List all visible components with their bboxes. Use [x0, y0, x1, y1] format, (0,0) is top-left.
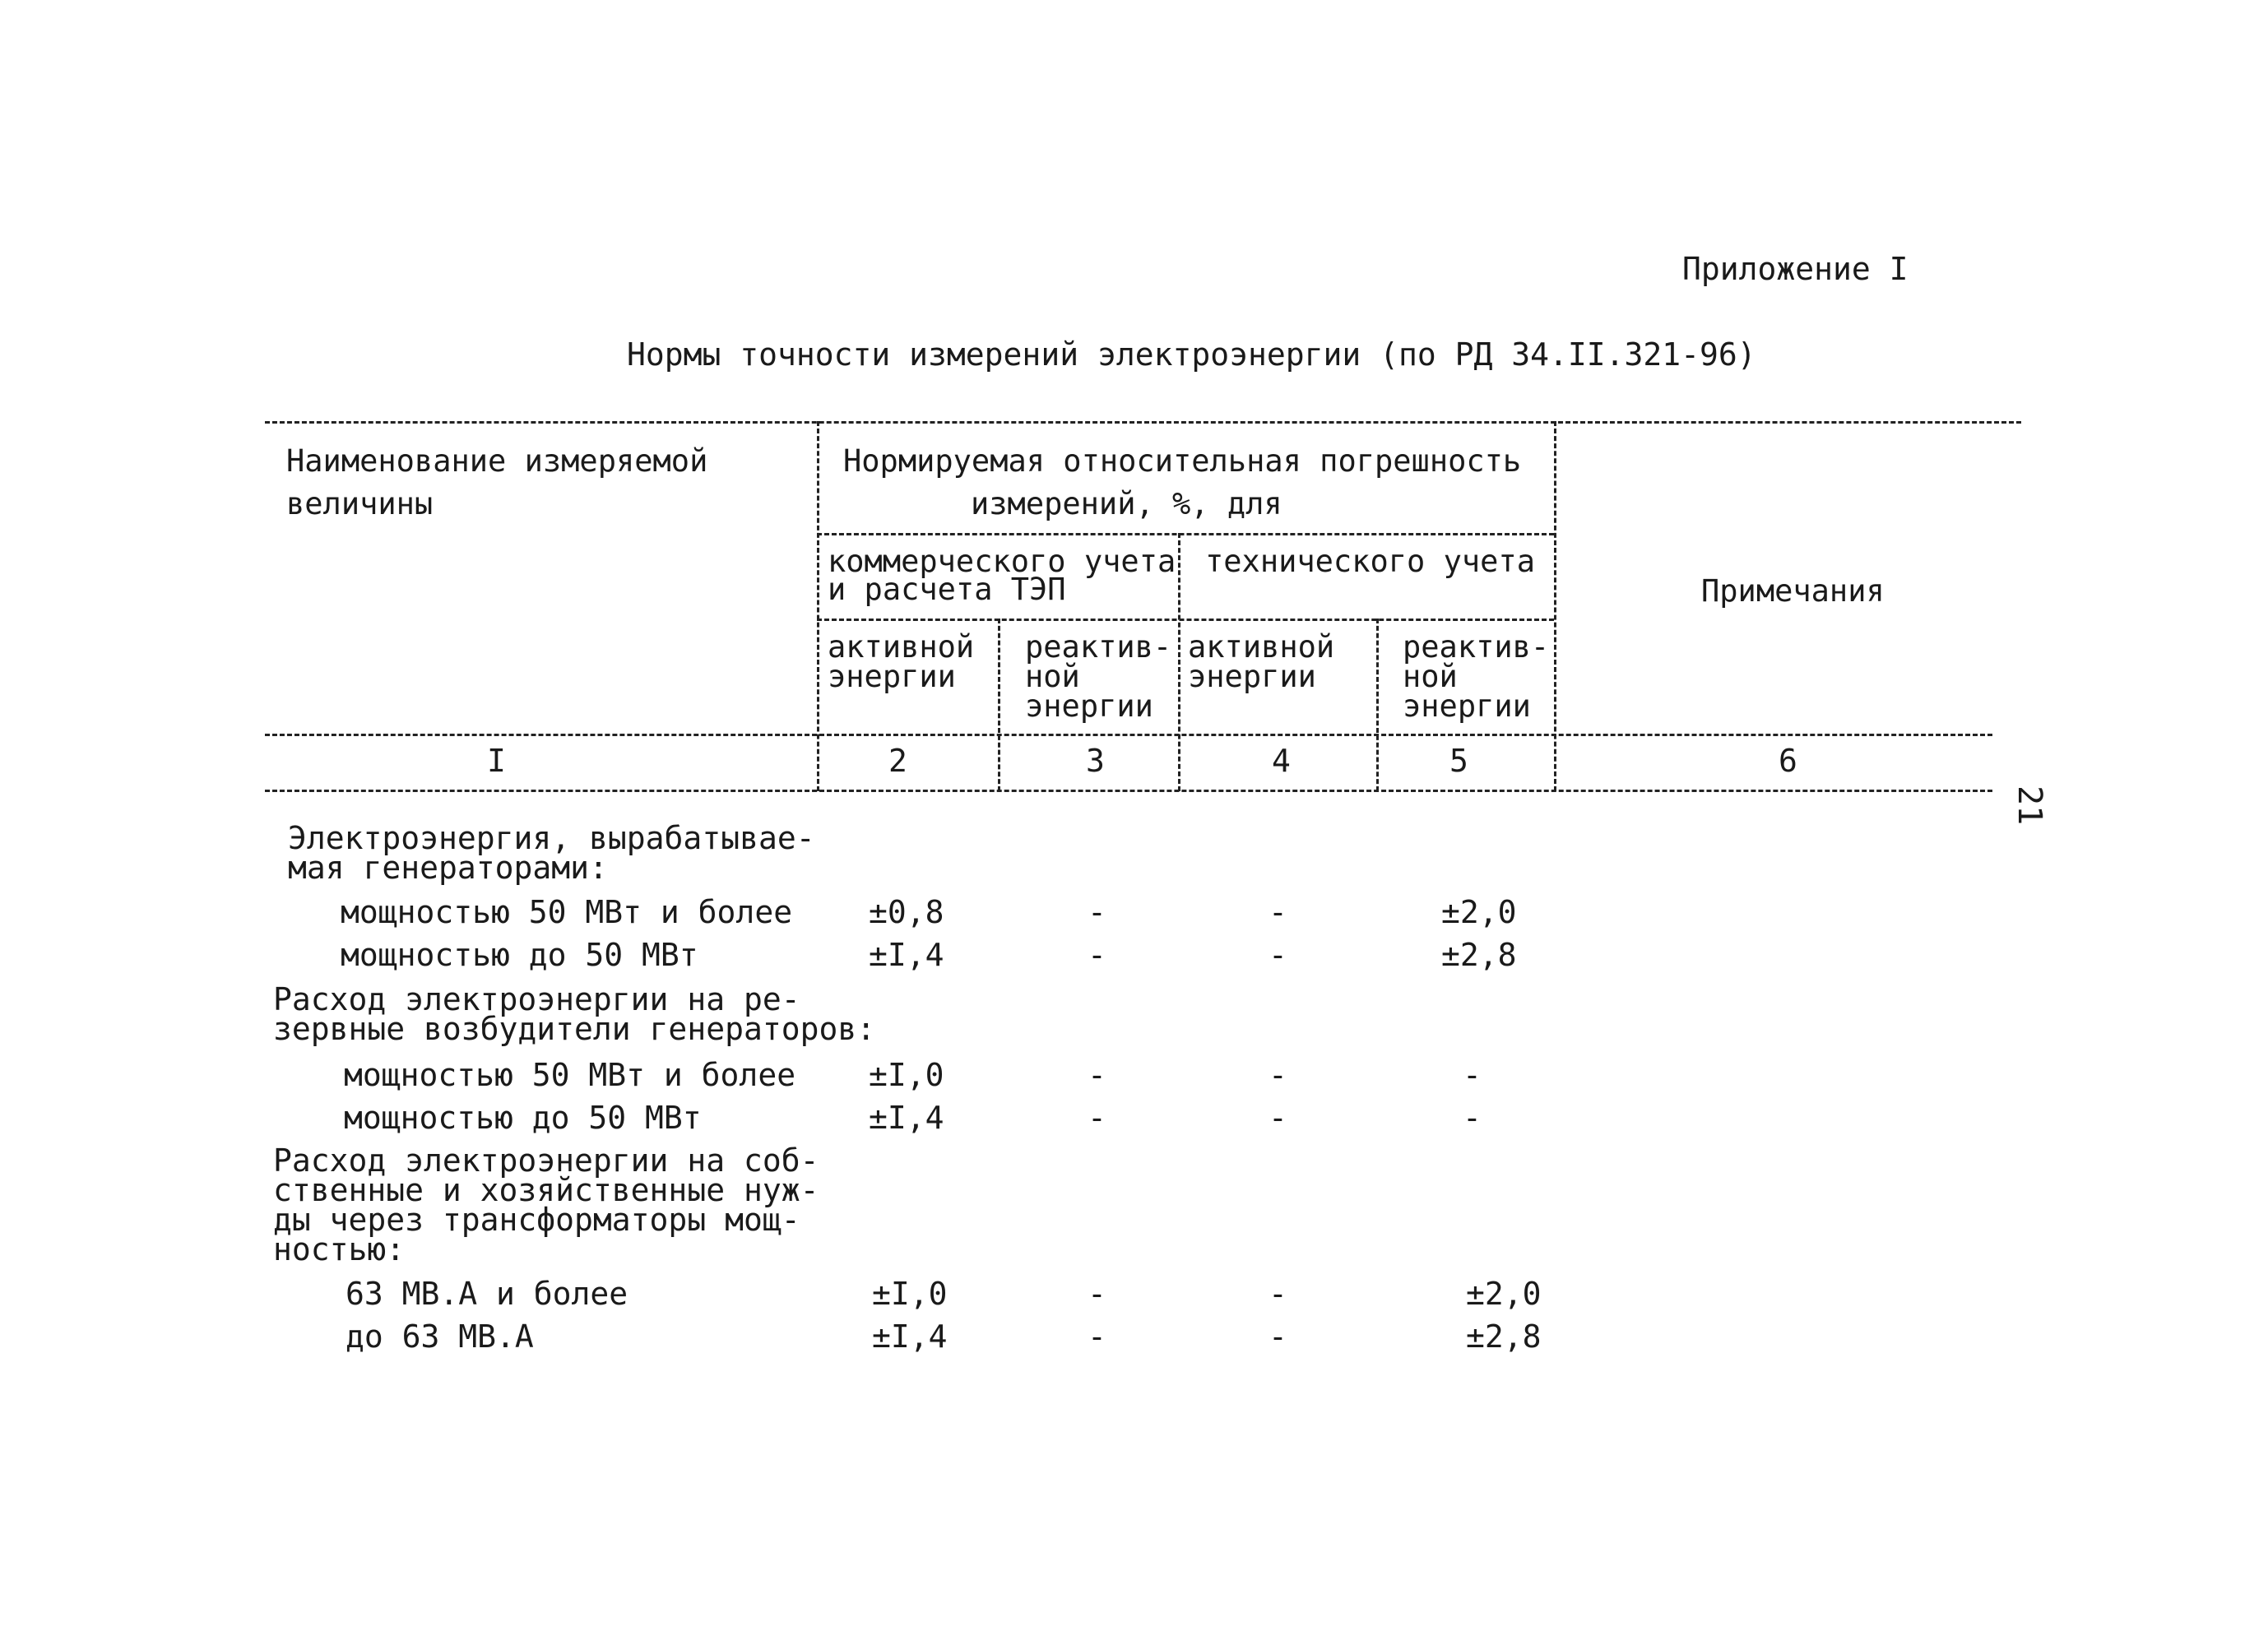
cell-col2: ±I,0 — [872, 1276, 948, 1312]
cell-col5: ±2,8 — [1441, 937, 1517, 973]
cell-col4: - — [1269, 937, 1287, 973]
col1-header-line2: величины — [286, 486, 434, 521]
energy-top-rule — [817, 619, 1554, 621]
row-label: мощностью до 50 МВт — [344, 1100, 702, 1136]
cell-col2: ±I,4 — [872, 1318, 948, 1355]
table-title: Нормы точности измерений электроэнергии (по РД 34.II.321-96) — [627, 336, 1756, 373]
numbers-bottom-rule — [265, 790, 1992, 792]
row-label: мая генераторами: — [288, 850, 608, 886]
table-top-rule — [265, 421, 2021, 424]
cell-col2: ±I,0 — [869, 1057, 944, 1093]
row-label: мощностью 50 МВт и более — [344, 1057, 796, 1093]
row-label: ды через трансформаторы мощ- — [273, 1202, 800, 1238]
row-label: мощностью до 50 МВт — [341, 937, 698, 973]
col5-reactive-line1: реактив- — [1403, 629, 1550, 665]
cell-col2: ±I,4 — [869, 937, 944, 973]
commercial-header-line1: коммерческого учета — [828, 544, 1176, 579]
cell-col3: - — [1088, 1318, 1106, 1355]
group-header-line1: Нормируемая относительная погрешность — [843, 443, 1522, 479]
column-number-6: 6 — [1779, 743, 1797, 779]
col5-reactive-line2: ной — [1403, 659, 1458, 694]
col3-reactive-line1: реактив- — [1025, 629, 1172, 665]
row-label: ственные и хозяйственные нуж- — [273, 1172, 819, 1208]
technical-header: технического учета — [1205, 544, 1535, 579]
cell-col3: - — [1088, 937, 1106, 973]
column-number-5: 5 — [1449, 743, 1468, 779]
group-header-line2: измерений, %, для — [971, 486, 1282, 521]
col4-active-line1: активной — [1188, 629, 1335, 665]
row-label: Электроэнергия, вырабатывае- — [288, 820, 815, 856]
col3-reactive-line3: энергии — [1025, 688, 1153, 724]
cell-col4: - — [1269, 1057, 1287, 1093]
column-number-4: 4 — [1272, 743, 1291, 779]
cell-col5: ±2,0 — [1441, 894, 1517, 930]
col2-active-line1: активной — [828, 629, 975, 665]
row-label: мощностью 50 МВт и более — [341, 894, 793, 930]
col5-reactive-line3: энергии — [1403, 688, 1531, 724]
row-label: зервные возбудители генераторов: — [273, 1011, 876, 1047]
cell-col5: - — [1463, 1057, 1482, 1093]
cell-col4: - — [1269, 1318, 1287, 1355]
col4-active-line2: энергии — [1188, 659, 1316, 694]
column-number-2: 2 — [888, 743, 907, 779]
col4-right-rule — [1376, 619, 1379, 791]
cell-col5: ±2,8 — [1466, 1318, 1542, 1355]
col3-reactive-line2: ной — [1025, 659, 1080, 694]
col5-right-rule — [1554, 421, 1556, 791]
subgroup-top-rule — [817, 533, 1554, 535]
commercial-header-line2: и расчета ТЭП — [828, 572, 1066, 607]
col1-right-rule — [817, 421, 819, 791]
cell-col5: ±2,0 — [1466, 1276, 1542, 1312]
cell-col3: - — [1088, 1100, 1106, 1136]
cell-col4: - — [1269, 1276, 1287, 1312]
header-bottom-rule — [265, 734, 1992, 736]
cell-col4: - — [1269, 894, 1287, 930]
col2-right-rule — [998, 619, 1000, 791]
row-label: до 63 МВ.А — [346, 1318, 534, 1355]
page-number: 21 — [2011, 785, 2048, 826]
commercial-right-rule — [1178, 533, 1180, 791]
column-number-3: 3 — [1086, 743, 1105, 779]
row-label: Расход электроэнергии на ре- — [273, 981, 800, 1017]
row-label: Расход электроэнергии на соб- — [273, 1142, 819, 1179]
row-label: 63 МВ.А и более — [346, 1276, 628, 1312]
column-number-1: I — [487, 743, 506, 779]
appendix-label: Приложение I — [1682, 251, 1909, 287]
cell-col3: - — [1088, 1276, 1106, 1312]
row-label: ностью: — [273, 1231, 406, 1267]
cell-col5: - — [1463, 1100, 1482, 1136]
cell-col3: - — [1088, 894, 1106, 930]
col2-active-line2: энергии — [828, 659, 956, 694]
col1-header-line1: Наименование измеряемой — [286, 443, 708, 479]
cell-col3: - — [1088, 1057, 1106, 1093]
cell-col2: ±I,4 — [869, 1100, 944, 1136]
cell-col4: - — [1269, 1100, 1287, 1136]
notes-header: Примечания — [1701, 573, 1885, 609]
cell-col2: ±0,8 — [869, 894, 944, 930]
